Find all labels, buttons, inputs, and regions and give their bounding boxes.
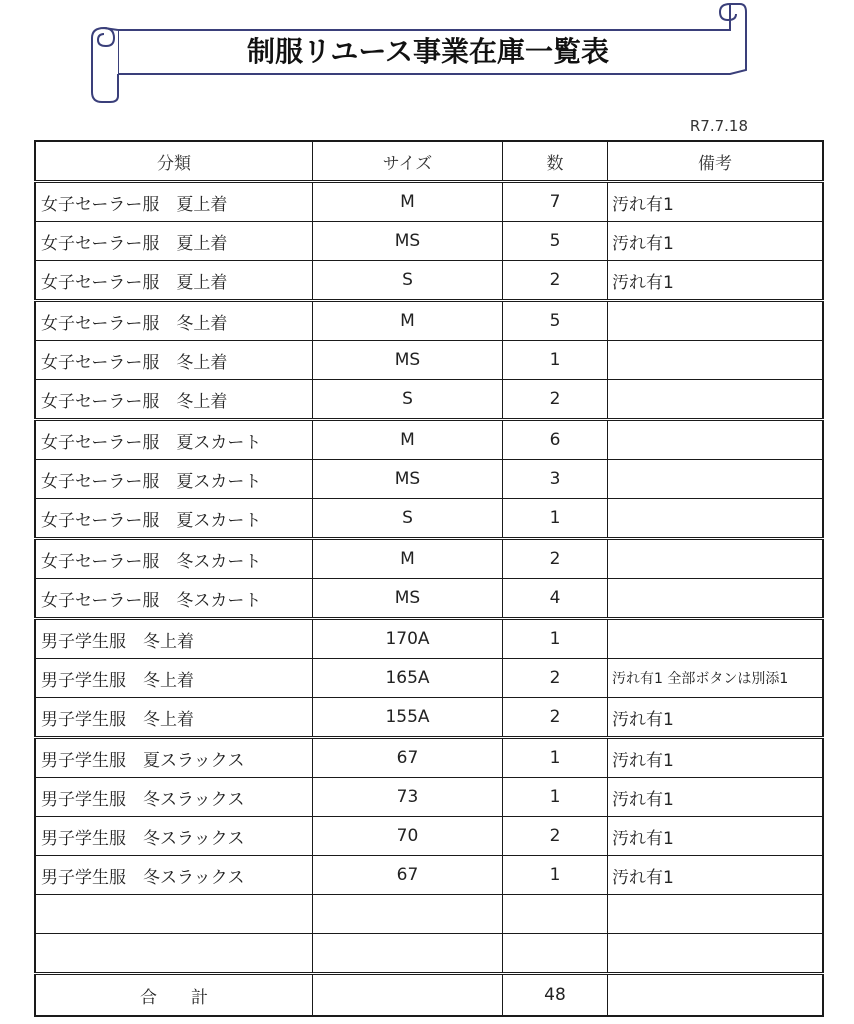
cell-quantity: 5 [503,301,608,341]
cell-size: 67 [313,856,503,895]
table-row [35,778,823,817]
table-row [35,539,823,579]
header-remarks: 備考 [608,141,824,182]
cell-remarks: 汚れ有1 全部ボタンは別添1 [608,659,824,698]
table-row [35,380,823,420]
table-row [35,301,823,341]
table-row [35,738,823,778]
cell-remarks: 汚れ有1 [608,182,824,222]
cell-quantity: 2 [503,659,608,698]
cell-quantity: 2 [503,698,608,738]
cell-category: 女子セーラー服 冬上着 [35,380,313,420]
cell-quantity: 1 [503,341,608,380]
cell-quantity: 5 [503,222,608,261]
cell-size: S [313,261,503,301]
cell-category: 女子セーラー服 夏上着 [35,222,313,261]
cell-category: 女子セーラー服 夏上着 [35,182,313,222]
cell-quantity [503,934,608,974]
table-row [35,460,823,499]
cell-remarks [608,380,824,420]
table-row [35,856,823,895]
header-size: サイズ [313,141,503,182]
cell-category [35,895,313,934]
table-row [35,222,823,261]
total-quantity: 48 [503,974,608,1017]
cell-remarks [608,934,824,974]
cell-category: 女子セーラー服 夏スカート [35,420,313,460]
total-row [35,974,823,1017]
cell-size: 170A [313,619,503,659]
cell-category: 女子セーラー服 夏上着 [35,261,313,301]
cell-size: S [313,380,503,420]
cell-quantity: 1 [503,856,608,895]
cell-remarks: 汚れ有1 [608,817,824,856]
cell-category: 男子学生服 冬スラックス [35,778,313,817]
cell-category: 男子学生服 冬スラックス [35,856,313,895]
inventory-table [34,140,824,1017]
cell-remarks [608,301,824,341]
cell-size: 165A [313,659,503,698]
cell-remarks: 汚れ有1 [608,856,824,895]
cell-size: S [313,499,503,539]
cell-category: 女子セーラー服 冬上着 [35,301,313,341]
cell-size: 67 [313,738,503,778]
cell-quantity: 1 [503,619,608,659]
total-label: 合 計 [35,974,313,1017]
cell-remarks [608,895,824,934]
cell-category: 男子学生服 冬スラックス [35,817,313,856]
table-row [35,934,823,974]
total-size-cell [313,974,503,1017]
cell-quantity: 3 [503,460,608,499]
table-row [35,499,823,539]
cell-remarks: 汚れ有1 [608,778,824,817]
table-row [35,619,823,659]
table-row [35,579,823,619]
cell-size [313,895,503,934]
cell-size: M [313,539,503,579]
cell-quantity: 2 [503,380,608,420]
cell-quantity: 7 [503,182,608,222]
cell-category: 男子学生服 冬上着 [35,698,313,738]
table-header-row [35,141,823,182]
cell-size: M [313,182,503,222]
cell-category: 女子セーラー服 夏スカート [35,499,313,539]
cell-quantity: 2 [503,817,608,856]
cell-size: M [313,420,503,460]
cell-quantity: 4 [503,579,608,619]
cell-remarks [608,460,824,499]
table-row [35,341,823,380]
cell-size: MS [313,579,503,619]
cell-category: 男子学生服 冬上着 [35,619,313,659]
cell-quantity: 1 [503,738,608,778]
cell-remarks [608,579,824,619]
cell-quantity: 6 [503,420,608,460]
cell-quantity: 2 [503,539,608,579]
cell-size: 73 [313,778,503,817]
cell-category: 男子学生服 冬上着 [35,659,313,698]
table-row [35,182,823,222]
cell-size: MS [313,341,503,380]
page-title: 制服リユース事業在庫一覧表 [246,35,610,68]
cell-quantity: 1 [503,499,608,539]
total-remarks-cell [608,974,824,1017]
table-row [35,817,823,856]
cell-category [35,934,313,974]
cell-remarks [608,499,824,539]
cell-remarks [608,420,824,460]
cell-size: 155A [313,698,503,738]
cell-remarks: 汚れ有1 [608,261,824,301]
cell-category: 女子セーラー服 夏スカート [35,460,313,499]
header-quantity: 数 [503,141,608,182]
cell-quantity: 1 [503,778,608,817]
cell-size [313,934,503,974]
header-category: 分類 [35,141,313,182]
table-row [35,895,823,934]
cell-category: 男子学生服 夏スラックス [35,738,313,778]
cell-size: 70 [313,817,503,856]
table-row [35,420,823,460]
cell-remarks: 汚れ有1 [608,738,824,778]
cell-remarks [608,539,824,579]
cell-quantity: 2 [503,261,608,301]
cell-quantity [503,895,608,934]
cell-size: MS [313,222,503,261]
cell-remarks [608,619,824,659]
cell-category: 女子セーラー服 冬スカート [35,579,313,619]
document-date: R7.7.18 [689,117,748,135]
cell-size: MS [313,460,503,499]
cell-remarks: 汚れ有1 [608,222,824,261]
cell-remarks [608,341,824,380]
cell-category: 女子セーラー服 冬スカート [35,539,313,579]
table-row [35,261,823,301]
table-row [35,659,823,698]
cell-category: 女子セーラー服 冬上着 [35,341,313,380]
table-row [35,698,823,738]
cell-remarks: 汚れ有1 [608,698,824,738]
cell-size: M [313,301,503,341]
